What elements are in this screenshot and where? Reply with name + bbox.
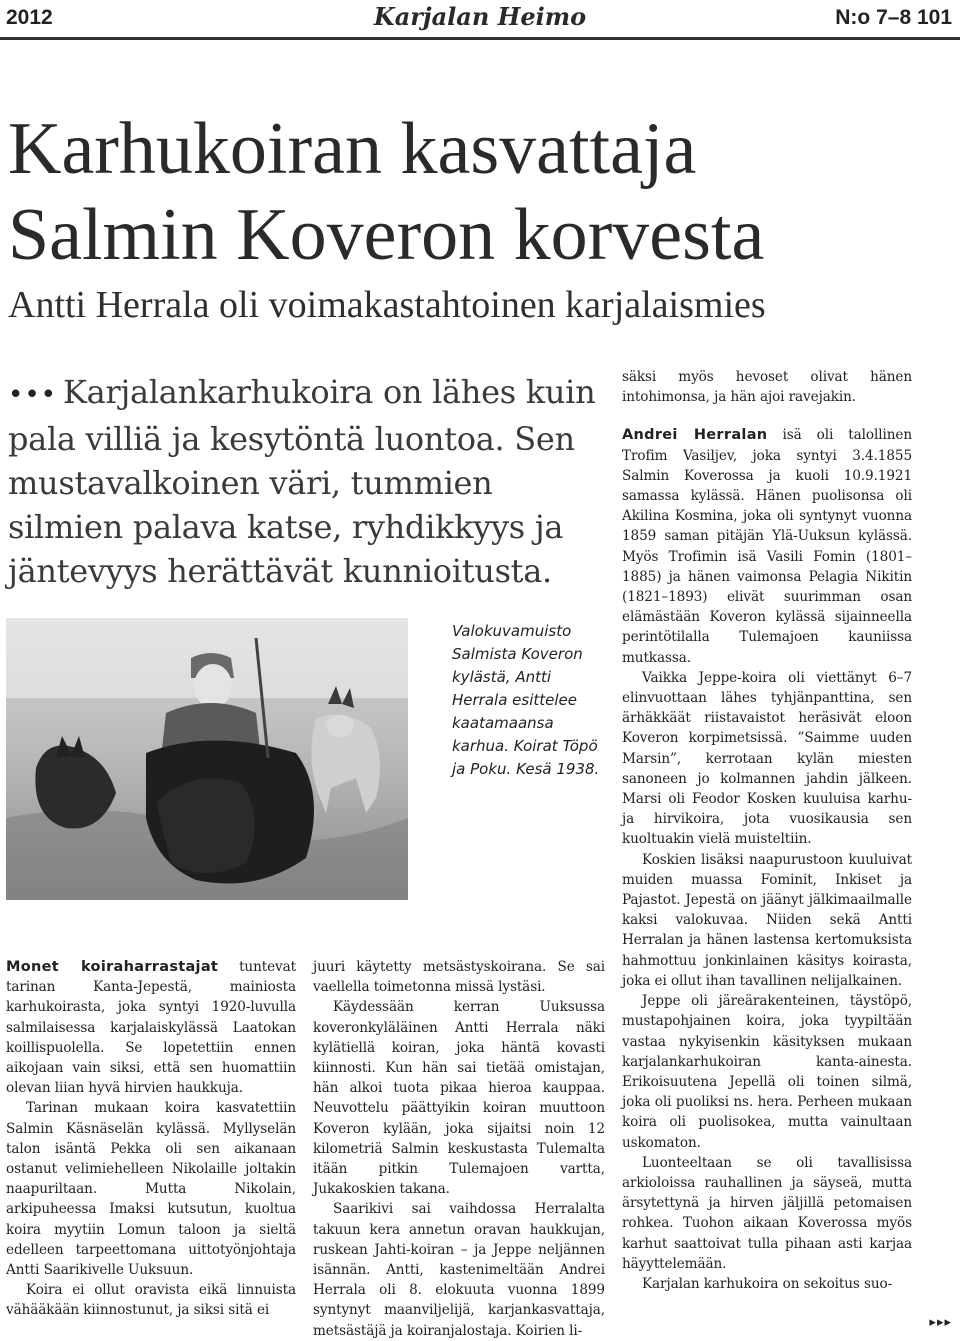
paragraph-text: tuntevat tarinan Kanta-Jepestä, mainiosta karhukoirasta, joka syntyi 1920-luvulla salmilaisessa karjalaiskylässä Laatokan koillispuolella. Se lopetettiin ennen aikojaan vain siksi, että sen huomattiin olevan liian hyvä hirvien haukkuja. <box>6 959 296 1097</box>
paragraph: Jeppe oli järeärakenteinen, täystöpö, mustapohjainen koira, joka tyypiltään vastaa nykyisenkin käsityksen mukaan karjalankarhukoiran kanta-ainesta. Erikoisuutena Jepellä oli toinen silmä, joka oli puoliksi ns. hera. Perheen mukaan koira oli puolisokea, mutta vainultaan uskomaton. <box>622 993 912 1151</box>
article-lead <box>8 370 608 593</box>
lead-text: Karjalankarhukoira on lähes kuin pala villiä ja kesytöntä luontoa. Sen mustavalkoinen väri, tummien silmien palava katse, ryhdikkyys ja jäntevyys herättävät kunnioitusta. <box>8 373 596 590</box>
photo-caption: Valokuvamuisto Salmista Koveron kylästä, Antti Herrala esittelee kaatamaansa karhua. Koirat Töpö ja Poku. Kesä 1938. <box>452 622 600 778</box>
paragraph-text: isä oli talollinen Trofim Vasiljev, joka syntyi 3.4.1855 Salmin Koverossa ja kuoli 10.9.1921 samassa kylässä. Hänen puolisonsa oli Akilina Kosmina, joka oli syntynyt vuonna 1859 saman pitäjän Ylä-Uuksun kylässä. Myös Trofimin isä Vasili Fomin (1801–1885) ja hänen vaimonsa Pelagia Nikitin (1821–1893) elivät suurimman osan elämästään Koveron kylässä sijainneella perintötilalla Tulemajoen kauniissa mutkassa. <box>622 427 912 666</box>
page-header <box>0 0 960 42</box>
paragraph-lead-in: Monet koiraharrastajat <box>6 959 219 975</box>
header-issue: N:o 7–8 101 <box>835 6 952 29</box>
paragraph: Tarinan mukaan koira kasvatettiin Salmin Käsnäselän kylässä. Myllyselän talon isäntä Pekka oli sen aikanaan ostanut velimiehelleen Nikolaille joltakin naapuriltaan. Mutta Nikolain, arkipuheessa Imaksi kutsutun, kuoltua koira myytiin Lomun taloon ja sieltä edelleen tarpeettomana uittotyönjohtaja Antti Saarikivelle Uuksuun. <box>6 1100 296 1279</box>
text-column-1 <box>6 957 296 1321</box>
paragraph <box>6 957 296 1098</box>
continue-marker: ▸▸▸ <box>929 1315 952 1330</box>
article-title <box>8 106 958 278</box>
header-year: 2012 <box>6 6 53 29</box>
title-line-1: Karhukoiran kasvattaja <box>8 108 697 190</box>
header-rule <box>0 37 960 40</box>
paragraph: juuri käytetty metsästyskoirana. Se sai vaellella toimetonna missä lystäsi. <box>313 959 605 996</box>
text-column-2 <box>313 957 605 1341</box>
paragraph: Saarikivi sai vaihdossa Herralalta takuun kera annetun oravan haukkujan, ruskean Jahti-koiran – ja Jeppe neljännen isännän. Antti, kastenimeltään Andrei Herrala oli 8. elokuuta vuonna 1899 syntynyt maanviljelijä, karjankasvattaja, metsästäjä ja koiranjalostaja. Koirien li- <box>313 1201 605 1339</box>
paragraph: Luonteeltaan se oli tavallisissa arkioloissa rauhallinen ja säyseä, mutta ärsytettynä ja hirven jäljillä petomaisen rohkea. Tuohon aikaan Koverossa myös karhut saattoivat tulla pihaan asti karjaa häyyttelemään. <box>622 1154 912 1272</box>
paragraph <box>622 425 912 667</box>
title-line-2: Salmin Koveron korvesta <box>8 194 765 276</box>
paragraph-lead-in: Andrei Herralan <box>622 427 768 444</box>
paragraph: säksi myös hevoset olivat hänen intohimonsa, ja hän ajoi ravejakin. <box>622 369 912 406</box>
article-subtitle: Antti Herrala oli voimakastahtoinen karjalaismies <box>8 284 766 326</box>
paragraph: Koira ei ollut oravista eikä linnuista vähääkään kiinnostunut, ja siksi sitä ei <box>6 1282 296 1319</box>
paragraph: Karjalan karhukoira on sekoitus suo- <box>642 1275 893 1292</box>
paragraph: Vaikka Jeppe-koira oli viettänyt 6–7 elinvuottaan lähes tyhjänpanttina, sen ärhäkkäät riistavaistot heräsivät eloon Koveron korpimetsissä. ”Saimme uuden Marsin”, kerrotaan kylän miesten sanoneen jo kolmannen jahdin jälkeen. Marsi oli Feodor Kosken kuuluisa karhu- ja hirvikoira, jota vuosikausia sen kuoltuakin vielä muisteltiin. <box>622 669 912 848</box>
lead-bullet-marker: ••• <box>8 380 58 410</box>
text-column-3 <box>622 367 912 1294</box>
photo-hunter-with-bear-and-dogs <box>6 618 408 900</box>
paragraph: Käydessään kerran Uuksussa koveronkyläläinen Antti Herrala näki kylätiellä koiran, joka häntä kovasti kiinnosti. Kun hän sai tietää omistajan, hän alkoi tuota pikaa hieroa kauppaa. Neuvottelu päättyikin koiran muuttoon Koveron kylään, joka sijaitsi noin 12 kilometriä Salmin keskustasta Tulemalta itään pitkin Tulemajoen vartta, Jukakoskien takana. <box>313 999 605 1198</box>
magazine-logo: Karjalan Heimo <box>373 2 587 31</box>
paragraph: Koskien lisäksi naapurustoon kuuluivat muiden muassa Fominit, Inkiset ja Pajastot. Jepestä on jäänyt jälkimaailmalle kaksi valokuvaa. Niiden sekä Antti Herralan ja hänen lastensa kertomuksista hahmottuu jonkinlainen käsitys koirasta, joka ei ollut ihan tavallinen nelijalkainen. <box>622 851 912 989</box>
